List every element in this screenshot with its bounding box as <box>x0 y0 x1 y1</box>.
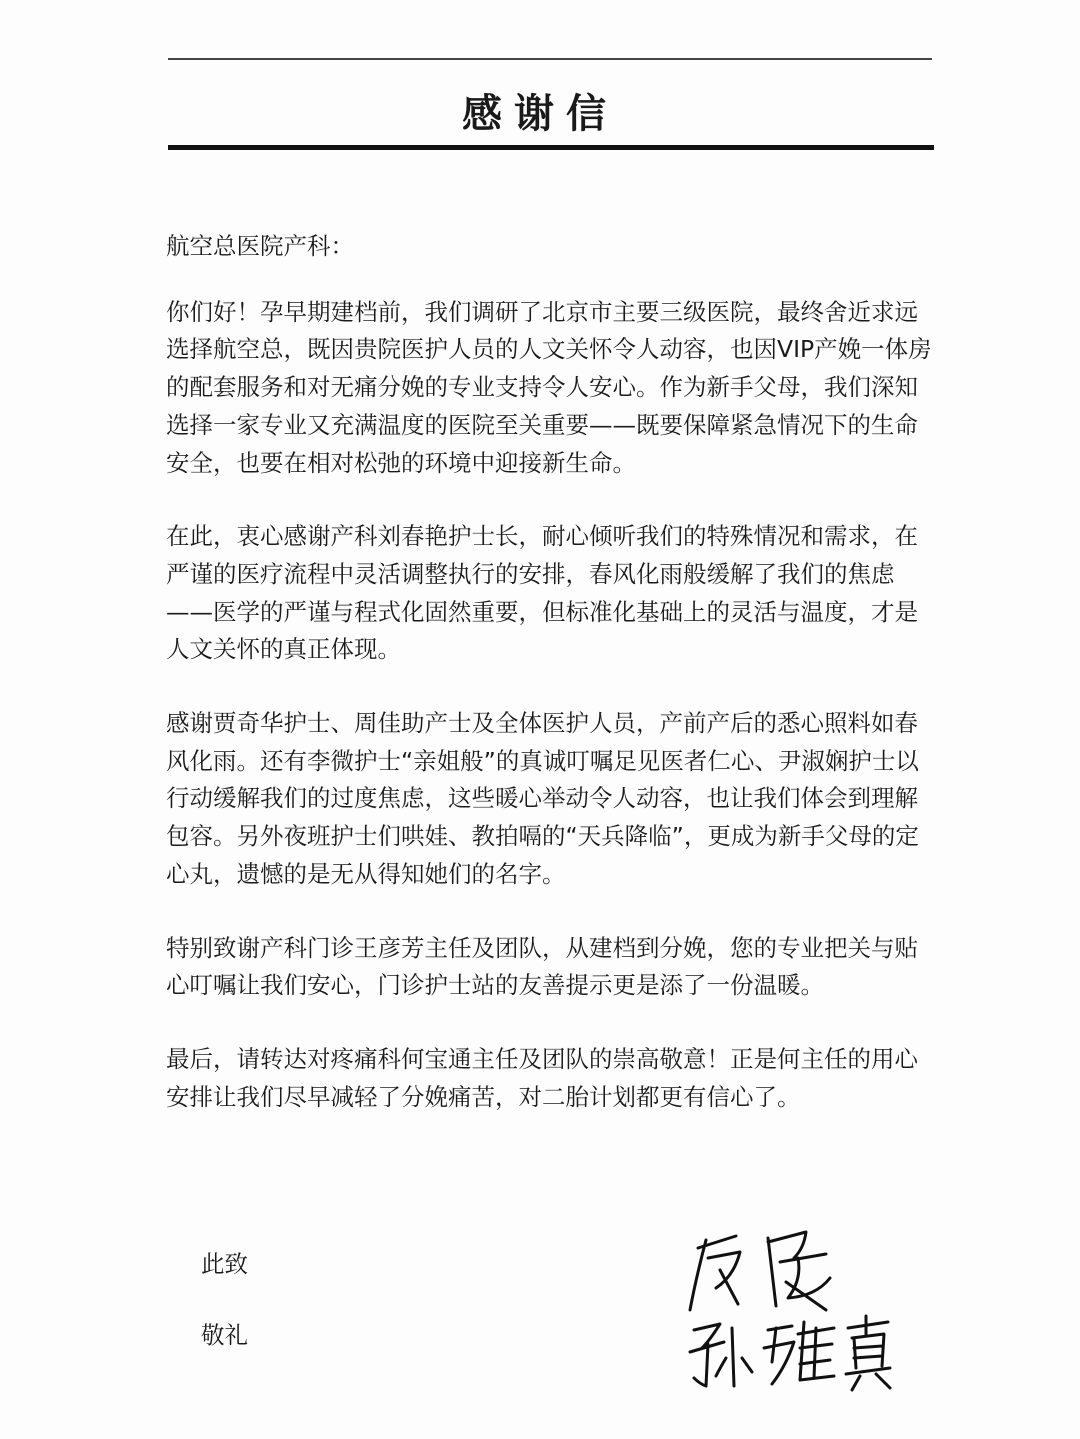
handwritten-signature <box>676 1218 896 1396</box>
letter-title: 感谢信 <box>462 90 618 137</box>
paragraph-2: 在此，衷心感谢产科刘春艳护士长，耐心倾听我们的特殊情况和需求，在严谨的医疗流程中灵活调整执行的安排，春风化雨般缓解了我们的焦虑——医学的严谨与程式化固然重要，但标准化基础上的灵活与温度，才是人文关怀的真正体现。 <box>166 522 918 664</box>
paragraph-5: 最后，请转达对疼痛科何宝通主任及团队的崇高敬意！正是何主任的用心安排让我们尽早减轻了分娩痛苦，对二胎计划都更有信心了。 <box>166 1044 918 1111</box>
letter-body <box>166 228 936 1152</box>
closing-salute: 敬礼 <box>201 1321 248 1349</box>
title-underline <box>168 145 934 150</box>
salutation: 航空总医院产科： <box>166 232 354 260</box>
top-divider <box>168 58 932 60</box>
paragraph-4: 特别致谢产科门诊王彦芳主任及团队，从建档到分娩，您的专业把关与贴心叮嘱让我们安心，门诊护士站的友善提示更是添了一份温暖。 <box>166 933 918 1000</box>
paragraph-3: 感谢贾奇华护士、周佳助产士及全体医护人员，产前产后的悉心照料如春风化雨。还有李微护士“亲姐般”的真诚叮嘱足见医者仁心、尹淑娴护士以行动缓解我们的过度焦虑，这些暖心举动令人动容，也让我们体会到理解包容。另外夜班护士们哄娃、教拍嗝的“天兵降临”，更成为新手父母的定心丸，遗憾的是无从得知她们的名字。 <box>166 709 919 888</box>
paragraph-1: 你们好！孕早期建档前，我们调研了北京市主要三级医院，最终舍近求远选择航空总，既因贵院医护人员的人文关怀令人动容，也因VIP产娩一体房的配套服务和对无痛分娩的专业支持令人安心。作为新手父母，我们深知选择一家专业又充满温度的医院至关重要——既要保障紧急情况下的生命安全，也要在相对松弛的环境中迎接新生命。 <box>166 297 932 477</box>
closing-greeting: 此致 <box>201 1250 248 1278</box>
